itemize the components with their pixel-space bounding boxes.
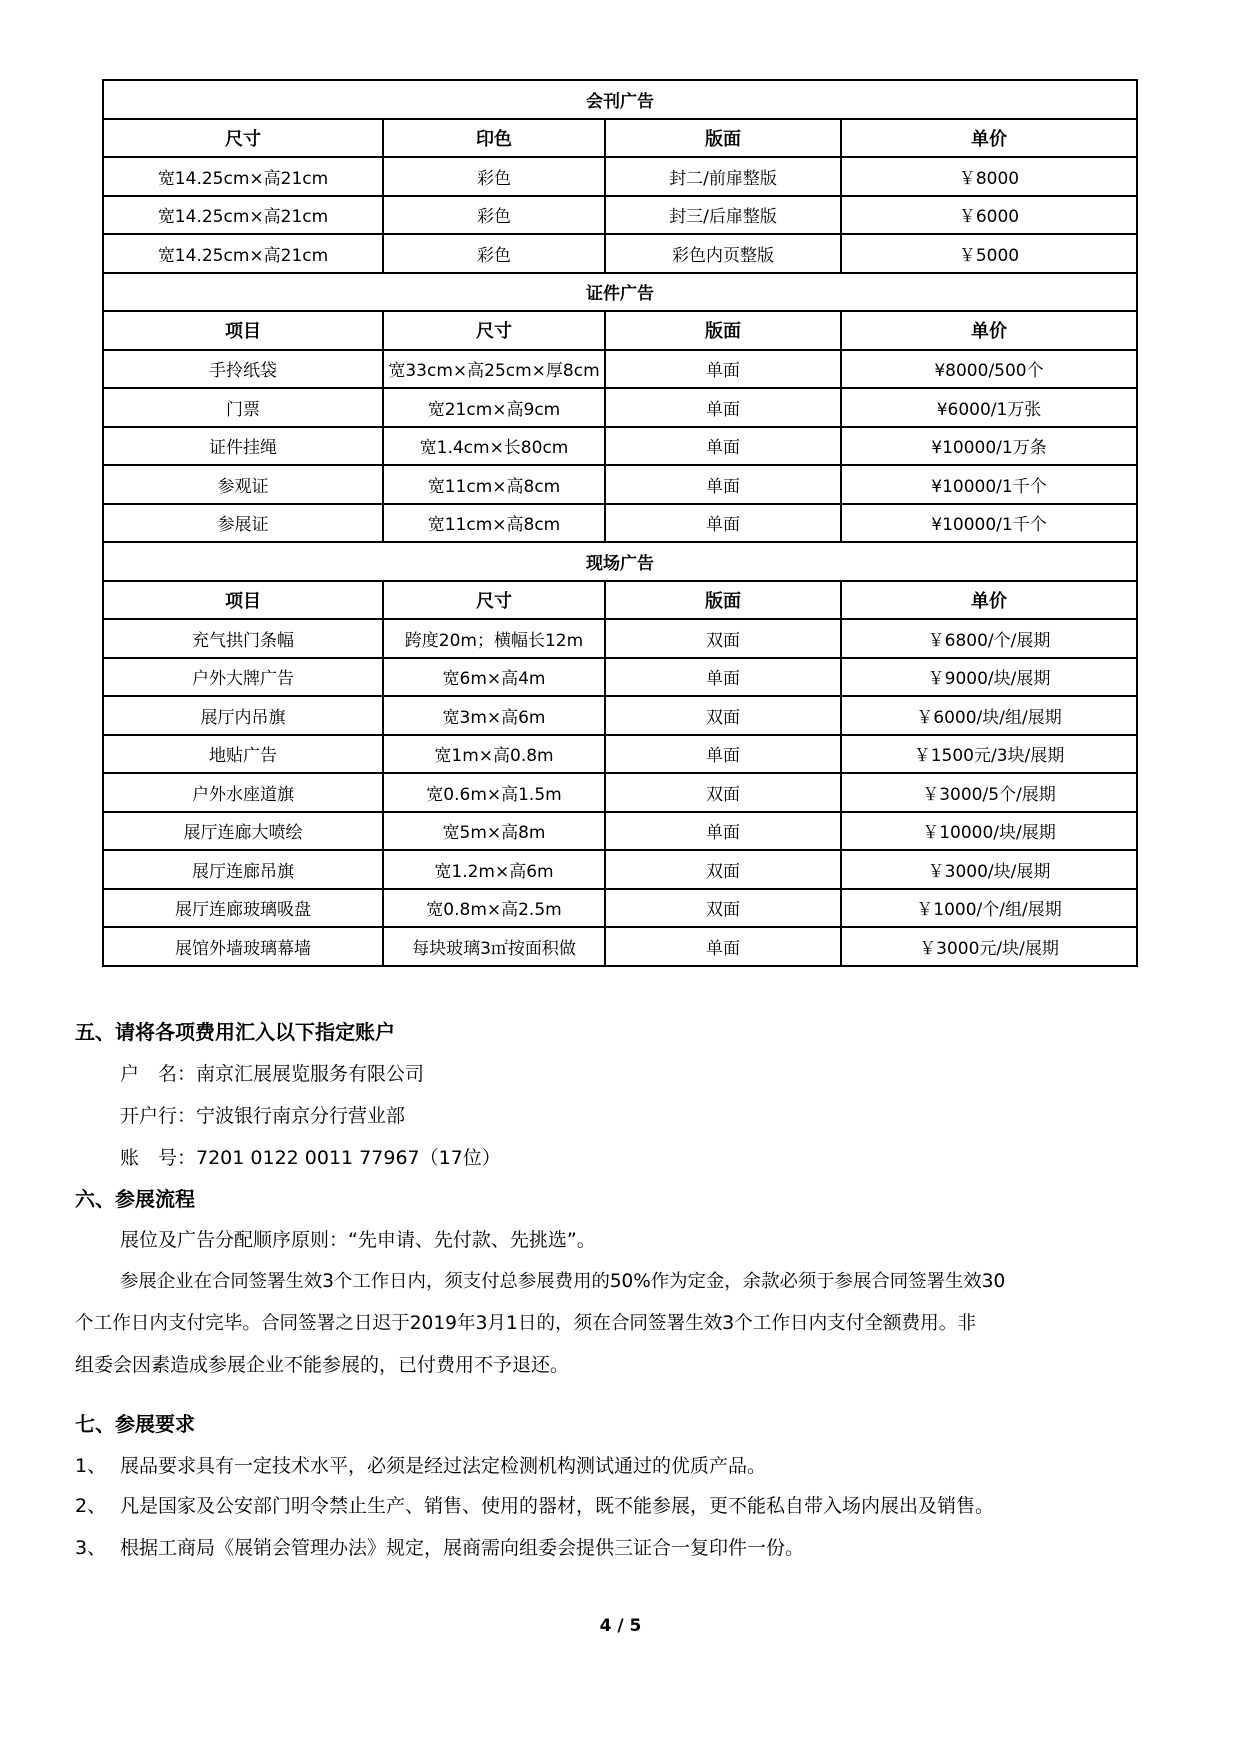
column-header-row: [103, 119, 1137, 158]
table-cell: 单面: [605, 812, 841, 851]
table-cell: 充气拱门条幅: [103, 619, 383, 658]
table-cell: ￥6000: [841, 196, 1137, 235]
table-cell: 宽6m×高4m: [383, 658, 605, 697]
table-cell: 每块玻璃3㎡按面积做: [383, 927, 605, 966]
table-cell: ￥9000/块/展期: [841, 658, 1137, 697]
table-cell: 展厅连廊吊旗: [103, 850, 383, 889]
table-row: [103, 812, 1137, 851]
advertising-price-table: [102, 79, 1138, 967]
bank-name: 开户行：宁波银行南京分行营业部: [120, 1105, 406, 1127]
table-cell: 单面: [605, 927, 841, 966]
section-title-row: [103, 80, 1137, 119]
table-cell: 单面: [605, 465, 841, 504]
table-row: [103, 427, 1137, 466]
table-cell: 跨度20m；横幅长12m: [383, 619, 605, 658]
table-row: [103, 350, 1137, 389]
table-cell: 户外水座道旗: [103, 773, 383, 812]
table-cell: 宽11cm×高8cm: [383, 504, 605, 543]
table-cell: 宽14.25cm×高21cm: [103, 234, 383, 273]
table-row: [103, 658, 1137, 697]
payment-paragraph-line-2: 个工作日内支付完毕。合同签署之日迟于2019年3月1日的，须在合同签署生效3个工作日内支付全额费用。非: [75, 1313, 976, 1334]
table-cell: 彩色内页整版: [605, 234, 841, 273]
table-cell: ￥6000/块/组/展期: [841, 696, 1137, 735]
table-cell: 门票: [103, 388, 383, 427]
table-cell: ￥6800/个/展期: [841, 619, 1137, 658]
section-title: 现场广告: [103, 542, 1137, 581]
table-row: [103, 465, 1137, 504]
table-cell: ￥5000: [841, 234, 1137, 273]
table-cell: 手拎纸袋: [103, 350, 383, 389]
account-name: 户 名：南京汇展展览服务有限公司: [120, 1063, 425, 1085]
table-cell: ￥1500元/3块/展期: [841, 735, 1137, 774]
section-6-heading: 六、参展流程: [75, 1187, 195, 1211]
table-cell: ￥8000: [841, 157, 1137, 196]
column-header-row: [103, 311, 1137, 350]
table-row: [103, 504, 1137, 543]
table-cell: 宽11cm×高8cm: [383, 465, 605, 504]
table-cell: ¥8000/500个: [841, 350, 1137, 389]
column-header: 版面: [605, 311, 841, 350]
table-cell: 彩色: [383, 196, 605, 235]
column-header: 单价: [841, 119, 1137, 158]
table-row: [103, 157, 1137, 196]
account-number: 账 号：7201 0122 0011 77967（17位）: [120, 1147, 501, 1169]
column-header: 尺寸: [103, 119, 383, 158]
column-header: 单价: [841, 581, 1137, 620]
table-cell: ￥3000元/块/展期: [841, 927, 1137, 966]
table-cell: 宽5m×高8m: [383, 812, 605, 851]
table-row: [103, 388, 1137, 427]
column-header: 尺寸: [383, 311, 605, 350]
column-header-row: [103, 581, 1137, 620]
table-cell: ¥10000/1千个: [841, 465, 1137, 504]
table-cell: 双面: [605, 773, 841, 812]
section-title: 证件广告: [103, 273, 1137, 312]
requirement-1-num: 1、: [75, 1455, 107, 1477]
section-5-heading: 五、请将各项费用汇入以下指定账户: [75, 1020, 395, 1044]
table-cell: 户外大牌广告: [103, 658, 383, 697]
table-cell: 彩色: [383, 234, 605, 273]
table-cell: 宽0.6m×高1.5m: [383, 773, 605, 812]
table-cell: 单面: [605, 427, 841, 466]
table-cell: 展厅连廊玻璃吸盘: [103, 889, 383, 928]
table-cell: ￥1000/个/组/展期: [841, 889, 1137, 928]
table-cell: ¥10000/1千个: [841, 504, 1137, 543]
requirement-3-num: 3、: [75, 1537, 107, 1559]
table-row: [103, 196, 1137, 235]
table-cell: 双面: [605, 850, 841, 889]
table-cell: 宽1.4cm×长80cm: [383, 427, 605, 466]
table-cell: 展厅连廊大喷绘: [103, 812, 383, 851]
table-row: [103, 619, 1137, 658]
section-title-row: [103, 273, 1137, 312]
table-cell: ￥10000/块/展期: [841, 812, 1137, 851]
table-cell: ¥10000/1万条: [841, 427, 1137, 466]
table-row: [103, 927, 1137, 966]
requirement-1-text: 展品要求具有一定技术水平，必须是经过法定检测机构测试通过的优质产品。: [120, 1455, 767, 1477]
page-number: 4 / 5: [599, 1616, 642, 1636]
column-header: 印色: [383, 119, 605, 158]
table-cell: 单面: [605, 350, 841, 389]
table-cell: ￥3000/块/展期: [841, 850, 1137, 889]
table-cell: 宽1.2m×高6m: [383, 850, 605, 889]
requirement-3-text: 根据工商局《展销会管理办法》规定，展商需向组委会提供三证合一复印件一份。: [120, 1537, 805, 1559]
requirement-2-text: 凡是国家及公安部门明令禁止生产、销售、使用的器材，既不能参展，更不能私自带入场内展出及销售。: [120, 1495, 995, 1517]
payment-paragraph-line-3: 组委会因素造成参展企业不能参展的，已付费用不予退还。: [75, 1354, 570, 1376]
requirement-2-num: 2、: [75, 1495, 107, 1517]
column-header: 项目: [103, 311, 383, 350]
column-header: 项目: [103, 581, 383, 620]
column-header: 版面: [605, 581, 841, 620]
table-cell: 彩色: [383, 157, 605, 196]
table-cell: ¥6000/1万张: [841, 388, 1137, 427]
table-cell: 单面: [605, 388, 841, 427]
table-cell: 双面: [605, 889, 841, 928]
table-cell: ￥3000/5个/展期: [841, 773, 1137, 812]
table-cell: 宽0.8m×高2.5m: [383, 889, 605, 928]
table-cell: 宽21cm×高9cm: [383, 388, 605, 427]
table-cell: 宽1m×高0.8m: [383, 735, 605, 774]
table-cell: 地贴广告: [103, 735, 383, 774]
section-title-row: [103, 542, 1137, 581]
table-cell: 宽33cm×高25cm×厚8cm: [383, 350, 605, 389]
table-row: [103, 234, 1137, 273]
table-cell: 宽3m×高6m: [383, 696, 605, 735]
table-cell: 单面: [605, 735, 841, 774]
column-header: 单价: [841, 311, 1137, 350]
table-cell: 参展证: [103, 504, 383, 543]
table-cell: 展厅内吊旗: [103, 696, 383, 735]
allocation-principle: 展位及广告分配顺序原则：“先申请、先付款、先挑选”。: [120, 1229, 596, 1251]
table-cell: 证件挂绳: [103, 427, 383, 466]
table-cell: 参观证: [103, 465, 383, 504]
table-cell: 双面: [605, 619, 841, 658]
table-cell: 宽14.25cm×高21cm: [103, 157, 383, 196]
table-row: [103, 773, 1137, 812]
table-cell: 宽14.25cm×高21cm: [103, 196, 383, 235]
section-title: 会刊广告: [103, 80, 1137, 119]
table-row: [103, 889, 1137, 928]
table-row: [103, 850, 1137, 889]
table-cell: 单面: [605, 658, 841, 697]
table-cell: 展馆外墙玻璃幕墙: [103, 927, 383, 966]
section-7-heading: 七、参展要求: [75, 1412, 195, 1436]
column-header: 尺寸: [383, 581, 605, 620]
table-row: [103, 696, 1137, 735]
table-cell: 封三/后扉整版: [605, 196, 841, 235]
table-cell: 单面: [605, 504, 841, 543]
table-cell: 双面: [605, 696, 841, 735]
payment-paragraph-line-1: 参展企业在合同签署生效3个工作日内，须支付总参展费用的50%作为定金，余款必须于参展合同签署生效30: [120, 1271, 1006, 1292]
table-row: [103, 735, 1137, 774]
table-cell: 封二/前扉整版: [605, 157, 841, 196]
column-header: 版面: [605, 119, 841, 158]
